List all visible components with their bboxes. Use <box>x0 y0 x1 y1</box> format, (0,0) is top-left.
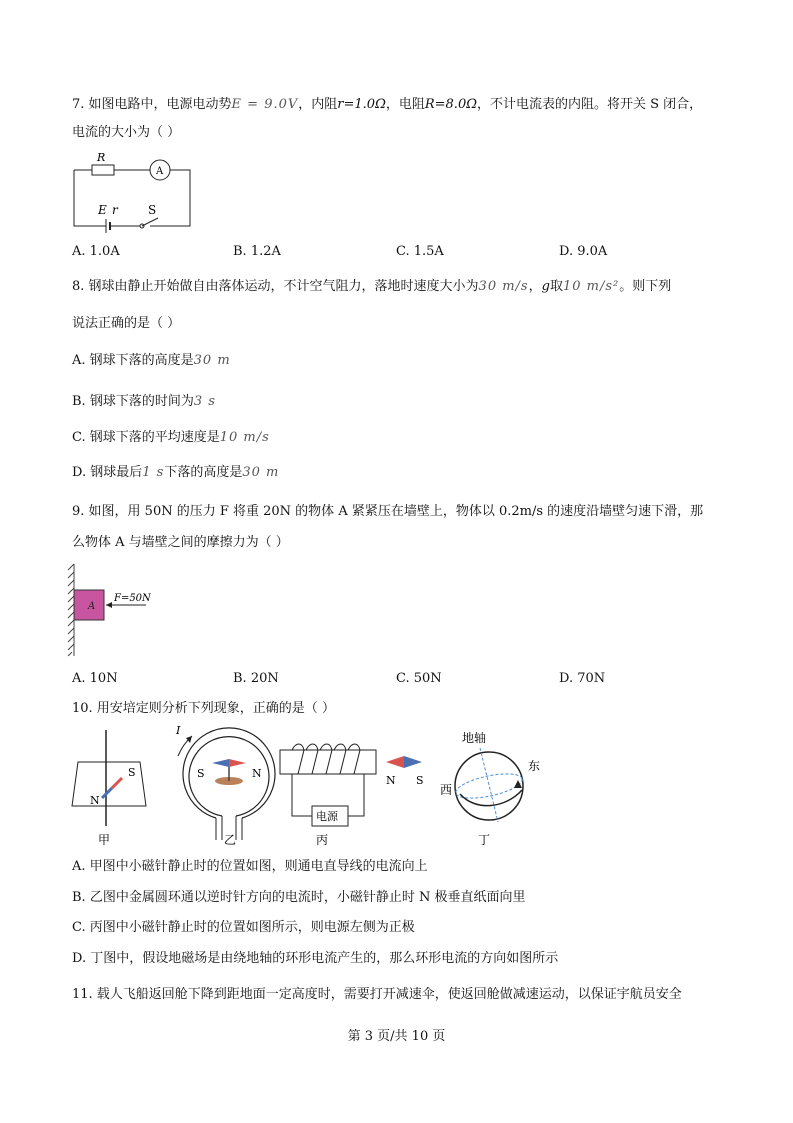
arrow-head-icon <box>514 780 522 788</box>
q7-option-a[interactable]: A. 1.0A <box>72 244 120 259</box>
svg-text:丁: 丁 <box>478 833 491 847</box>
q9-option-b[interactable]: B. 20N <box>233 671 279 686</box>
svg-text:S: S <box>416 774 424 787</box>
q10-option-b[interactable]: B. 乙图中金属圆环通以逆时针方向的电流时，小磁针静止时 N 极垂直纸面向里 <box>72 890 526 905</box>
q9-wall-figure <box>66 562 176 662</box>
q9-stem-line2: 么物体 A 与墙壁之间的摩擦力为（ ） <box>72 535 289 550</box>
solenoid-coils <box>292 744 360 774</box>
q7-option-b[interactable]: B. 1.2A <box>233 244 281 259</box>
svg-text:东: 东 <box>528 759 541 773</box>
q9-option-d[interactable]: D. 70N <box>559 671 606 686</box>
svg-text:N: N <box>252 767 262 780</box>
arrow-head-icon <box>106 602 112 608</box>
q10-option-c[interactable]: C. 丙图中小磁针静止时的位置如图所示，则电源左侧为正极 <box>72 920 415 935</box>
compass-needle-red <box>112 778 122 788</box>
svg-text:A: A <box>88 601 96 612</box>
q9-option-c[interactable]: C. 50N <box>396 671 442 686</box>
svg-text:E: E <box>98 203 107 217</box>
solenoid-core <box>280 750 376 774</box>
svg-text:S: S <box>148 203 157 217</box>
q10-option-d[interactable]: D. 丁图中，假设地磁场是由绕地轴的环形电流产生的，那么环形电流的方向如图所示 <box>72 951 559 966</box>
q8-option-c[interactable]: C. 钢球下落的平均速度是10 m/s <box>72 430 270 445</box>
q7-emf: E = 9.0V <box>231 97 299 112</box>
page-footer: 第 3 页/共 10 页 <box>347 1029 446 1044</box>
svg-text:甲: 甲 <box>98 833 111 847</box>
figure-bing <box>280 744 424 847</box>
needle-blue <box>212 759 229 767</box>
figure-ding <box>440 730 540 847</box>
wall-hatching <box>68 564 74 656</box>
svg-text:r: r <box>112 203 118 217</box>
resistor-R <box>92 165 114 175</box>
svg-text:N: N <box>386 774 396 787</box>
q7-stem-line1: 7. 如图电路中，电源电动势E = 9.0V，内阻r=1.0Ω，电阻R=8.0Ω，不计电流表的内阻。将开关 S 闭合， <box>72 97 703 112</box>
q8-option-a[interactable]: A. 钢球下落的高度是30 m <box>72 353 231 368</box>
compass-needle-blue <box>102 788 112 798</box>
q8-option-d[interactable]: D. 钢球最后1 s下落的高度是30 m <box>72 465 280 480</box>
needle-blue <box>404 756 422 768</box>
svg-text:丙: 丙 <box>316 833 329 847</box>
q7-option-d[interactable]: D. 9.0A <box>559 244 608 259</box>
svg-text:S: S <box>197 767 205 780</box>
svg-text:乙: 乙 <box>224 833 237 847</box>
switch-S <box>142 218 158 226</box>
q7-stem-line2: 电流的大小为（ ） <box>72 125 181 140</box>
svg-text:地轴: 地轴 <box>462 731 487 745</box>
svg-text:电源: 电源 <box>316 810 338 823</box>
svg-text:A: A <box>156 166 164 177</box>
earth-globe <box>455 752 523 820</box>
svg-text:F=50N: F=50N <box>114 593 151 604</box>
svg-text:N: N <box>90 794 100 807</box>
q8-stem-line1: 8. 钢球由静止开始做自由落体运动，不计空气阻力，落地时速度大小为30 m/s，g取10 m/s²。则下列 <box>72 279 672 294</box>
figure-jia <box>72 730 146 847</box>
q10-figures <box>66 722 546 852</box>
svg-text:西: 西 <box>440 783 453 797</box>
q7-circuit-figure <box>70 148 200 238</box>
svg-text:R: R <box>97 151 106 164</box>
q9-stem-line1: 9. 如图，用 50N 的压力 F 将重 20N 的物体 A 紧紧压在墙壁上，物体以 0.2m/s 的速度沿墙壁匀速下滑，那 <box>72 504 704 519</box>
figure-yi <box>175 724 275 847</box>
needle-red <box>386 756 404 768</box>
svg-text:I: I <box>176 724 181 737</box>
q7-option-c[interactable]: C. 1.5A <box>396 244 444 259</box>
q8-stem-line2: 说法正确的是（ ） <box>72 316 181 331</box>
q11-stem-line1: 11. 载人飞船返回舱下降到距地面一定高度时，需要打开减速伞，使返回舱做减速运动，以保证宇航员安全 <box>72 987 682 1002</box>
earth-axis <box>480 748 498 822</box>
svg-text:S: S <box>128 766 136 779</box>
q8-option-b[interactable]: B. 钢球下落的时间为3 s <box>72 394 216 409</box>
q9-option-a[interactable]: A. 10N <box>72 671 118 686</box>
q10-option-a[interactable]: A. 甲图中小磁针静止时的位置如图，则通电直导线的电流向上 <box>72 859 428 874</box>
needle-red <box>229 759 246 767</box>
q10-stem-line1: 10. 用安培定则分析下列现象，正确的是（ ） <box>72 701 335 716</box>
